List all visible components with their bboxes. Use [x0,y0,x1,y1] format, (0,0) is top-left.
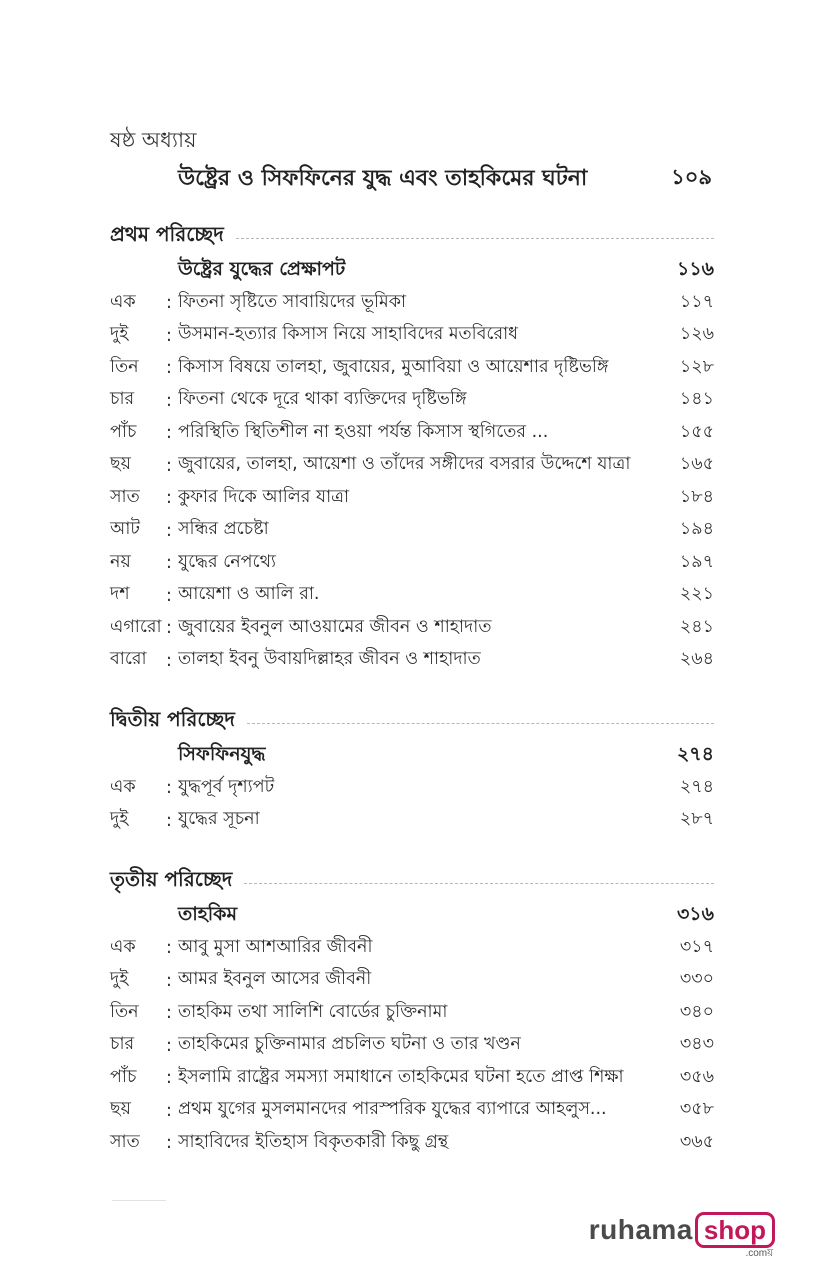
toc-entry [110,385,714,418]
toc-entry [110,482,714,515]
entry-colon: : [166,520,172,541]
subheading-row [110,740,714,772]
ruhamashop-logo [588,1212,775,1259]
entry-page-number: ৩৪০ [679,1001,714,1022]
entry-page-number: ২৮৭ [679,809,714,830]
toc-entry [110,932,714,965]
entry-page-number: ১৯৪ [679,519,714,540]
entry-page-number: ১২৬ [679,324,714,345]
entry-title: যুদ্ধের নেপথ্যে [178,551,277,572]
entry-title: যুদ্ধপূর্ব দৃশ্যপট [178,776,275,797]
entry-title: কুফার দিকে আলির যাত্রা [178,486,350,507]
section-1 [110,221,714,677]
entry-colon: : [166,455,172,476]
entry-colon: : [166,553,172,574]
subheading-page: ৩১৬ [676,903,714,925]
entry-page-number: ৩৫৬ [679,1066,714,1087]
chapter-title: উষ্ট্রের ও সিফফিনের যুদ্ধ এবং তাহকিমের ঘটনা [178,166,588,191]
dashed-rule [244,883,714,884]
entry-colon: : [166,488,172,509]
entry-number: দুই [110,324,129,345]
toc-entry [110,997,714,1030]
entry-title: তালহা ইবনু উবায়দিল্লাহর জীবন ও শাহাদাত [178,649,481,670]
entry-number: এক [110,776,136,797]
toc-entry [110,450,714,483]
toc-entry [110,352,714,385]
entry-colon: : [166,938,172,959]
dashed-rule [247,723,714,724]
chapter-page-number: ১০৯ [671,165,712,189]
toc-entry [110,1127,714,1160]
section-heading-label: দ্বিতীয় পরিচ্ছেদ [110,706,235,731]
entry-page-number: ৩৫৮ [679,1099,714,1120]
toc-entry [110,805,714,838]
entry-page-number: ১৬৫ [679,454,714,475]
subheading-row [110,255,714,287]
entry-page-number: ৩৩০ [679,969,714,990]
entry-colon: : [166,358,172,379]
entry-colon: : [166,1068,172,1089]
entry-page-number: ৩১৭ [679,936,714,957]
entry-number: ছয় [110,1099,131,1120]
entry-number: এগারো [110,616,162,637]
entry-number: বারো [110,649,147,670]
subheading-title: সিফফিনযুদ্ধ [178,743,266,765]
entry-number: এক [110,936,136,957]
entry-title: ফিতনা সৃষ্টিতে সাবায়িদের ভূমিকা [178,291,407,312]
entry-number: আট [110,519,140,540]
toc-entry [110,515,714,548]
entry-title: প্রথম যুগের মুসলমানদের পারস্পরিক যুদ্ধের ব্যাপারে আহলুস... [178,1099,607,1120]
subheading-row [110,900,714,932]
entry-colon: : [166,1133,172,1154]
entry-colon: : [166,1003,172,1024]
entry-number: ছয় [110,454,131,475]
toc-entry [110,417,714,450]
entry-list [110,932,714,1160]
entry-number: এক [110,291,136,312]
toc-entry [110,645,714,678]
toc-entry [110,547,714,580]
section-heading-label: তৃতীয় পরিচ্ছেদ [110,866,233,891]
entry-number: দুই [110,969,129,990]
entry-list [110,772,714,837]
section-2 [110,706,714,837]
entry-number: দুই [110,809,129,830]
toc-entry [110,612,714,645]
entry-number: চার [110,389,135,410]
entry-colon: : [166,325,172,346]
toc-entry [110,1062,714,1095]
toc-entry [110,320,714,353]
entry-number: পাঁচ [110,1066,137,1087]
logo-text-suffix: .comয় [745,1248,773,1259]
entry-number: চার [110,1034,135,1055]
logo-text-shop: shop [695,1212,775,1248]
logo-shop-badge [695,1212,775,1259]
entry-colon: : [166,970,172,991]
entry-title: কিসাস বিষয়ে তালহা, জুবায়ের, মুআবিয়া ও আয়েশার দৃষ্টিভঙ্গি [178,356,609,377]
entry-colon: : [166,390,172,411]
toc-entry [110,287,714,320]
entry-title: তাহকিম তথা সালিশি বোর্ডের চুক্তিনামা [178,1001,448,1022]
entry-colon: : [166,810,172,831]
entry-title: তাহকিমের চুক্তিনামার প্রচলিত ঘটনা ও তার খণ্ডন [178,1034,521,1055]
toc-entry [110,580,714,613]
section-heading [110,866,714,896]
subheading-title: তাহকিম [178,903,238,925]
entry-number: দশ [110,584,130,605]
entry-page-number: ৩৪৩ [679,1034,714,1055]
chapter-label: ষষ্ঠ অধ্যায় [110,128,197,152]
entry-title: সন্ধির প্রচেষ্টা [178,519,269,540]
entry-colon: : [166,293,172,314]
dashed-rule [236,238,714,239]
entry-title: ইসলামি রাষ্ট্রের সমস্যা সমাধানে তাহকিমের ঘটনা হতে প্রাপ্ত শিক্ষা [178,1066,624,1087]
entry-page-number: ১৮৪ [679,486,714,507]
entry-page-number: ১৯৭ [679,551,714,572]
entry-page-number: ১২৮ [679,356,714,377]
entry-page-number: ১১৭ [679,291,714,312]
entry-number: সাত [110,486,140,507]
logo-text-ruhama: ruhama [588,1214,693,1245]
toc-entry [110,965,714,998]
toc-entry [110,1030,714,1063]
entry-title: উসমান-হত্যার কিসাস নিয়ে সাহাবিদের মতবিরোধ [178,324,518,345]
section-heading [110,706,714,736]
subheading-title: উষ্ট্রের যুদ্ধের প্রেক্ষাপট [178,258,346,280]
entry-title: জুবায়ের, তালহা, আয়েশা ও তাঁদের সঙ্গীদের বসরার উদ্দেশে যাত্রা [178,454,631,475]
subheading-page: ১১৬ [676,258,714,280]
entry-colon: : [166,1035,172,1056]
section-heading-label: প্রথম পরিচ্ছেদ [110,221,224,246]
entry-title: আয়েশা ও আলি রা. [178,584,320,605]
entry-page-number: ২২১ [679,584,714,605]
entry-title: পরিস্থিতি স্থিতিশীল না হওয়া পর্যন্ত কিসাস স্থগিতের ... [178,421,549,442]
entry-colon: : [166,778,172,799]
entry-number: নয় [110,551,131,572]
entry-colon: : [166,585,172,606]
entry-title: জুবায়ের ইবনুল আওয়ামের জীবন ও শাহাদাত [178,616,492,637]
entry-page-number: ১৫৫ [679,421,714,442]
entry-page-number: ২৪১ [679,616,714,637]
entry-number: তিন [110,1001,139,1022]
entry-title: ফিতনা থেকে দূরে থাকা ব্যক্তিদের দৃষ্টিভঙ্গি [178,389,467,410]
entry-page-number: ২৭৪ [679,776,714,797]
entry-title: আমর ইবনুল আসের জীবনী [178,969,372,990]
toc-entry [110,1095,714,1128]
entry-number: তিন [110,356,139,377]
entry-title: যুদ্ধের সূচনা [178,809,260,830]
subheading-page: ২৭৪ [676,743,714,765]
toc-entry [110,772,714,805]
entry-colon: : [166,618,172,639]
entry-number: পাঁচ [110,421,137,442]
entry-colon: : [166,423,172,444]
entry-colon: : [166,1100,172,1121]
footer-divider [112,1200,166,1201]
entry-page-number: ৩৬৫ [679,1131,714,1152]
entry-title: আবু মুসা আশআরির জীবনী [178,936,373,957]
entry-list [110,287,714,677]
section-3 [110,866,714,1160]
entry-number: সাত [110,1131,140,1152]
section-heading [110,221,714,251]
entry-page-number: ২৬৪ [679,649,714,670]
entry-page-number: ১৪১ [679,389,714,410]
entry-colon: : [166,650,172,671]
entry-title: সাহাবিদের ইতিহাস বিকৃতকারী কিছু গ্রন্থ [178,1131,449,1152]
